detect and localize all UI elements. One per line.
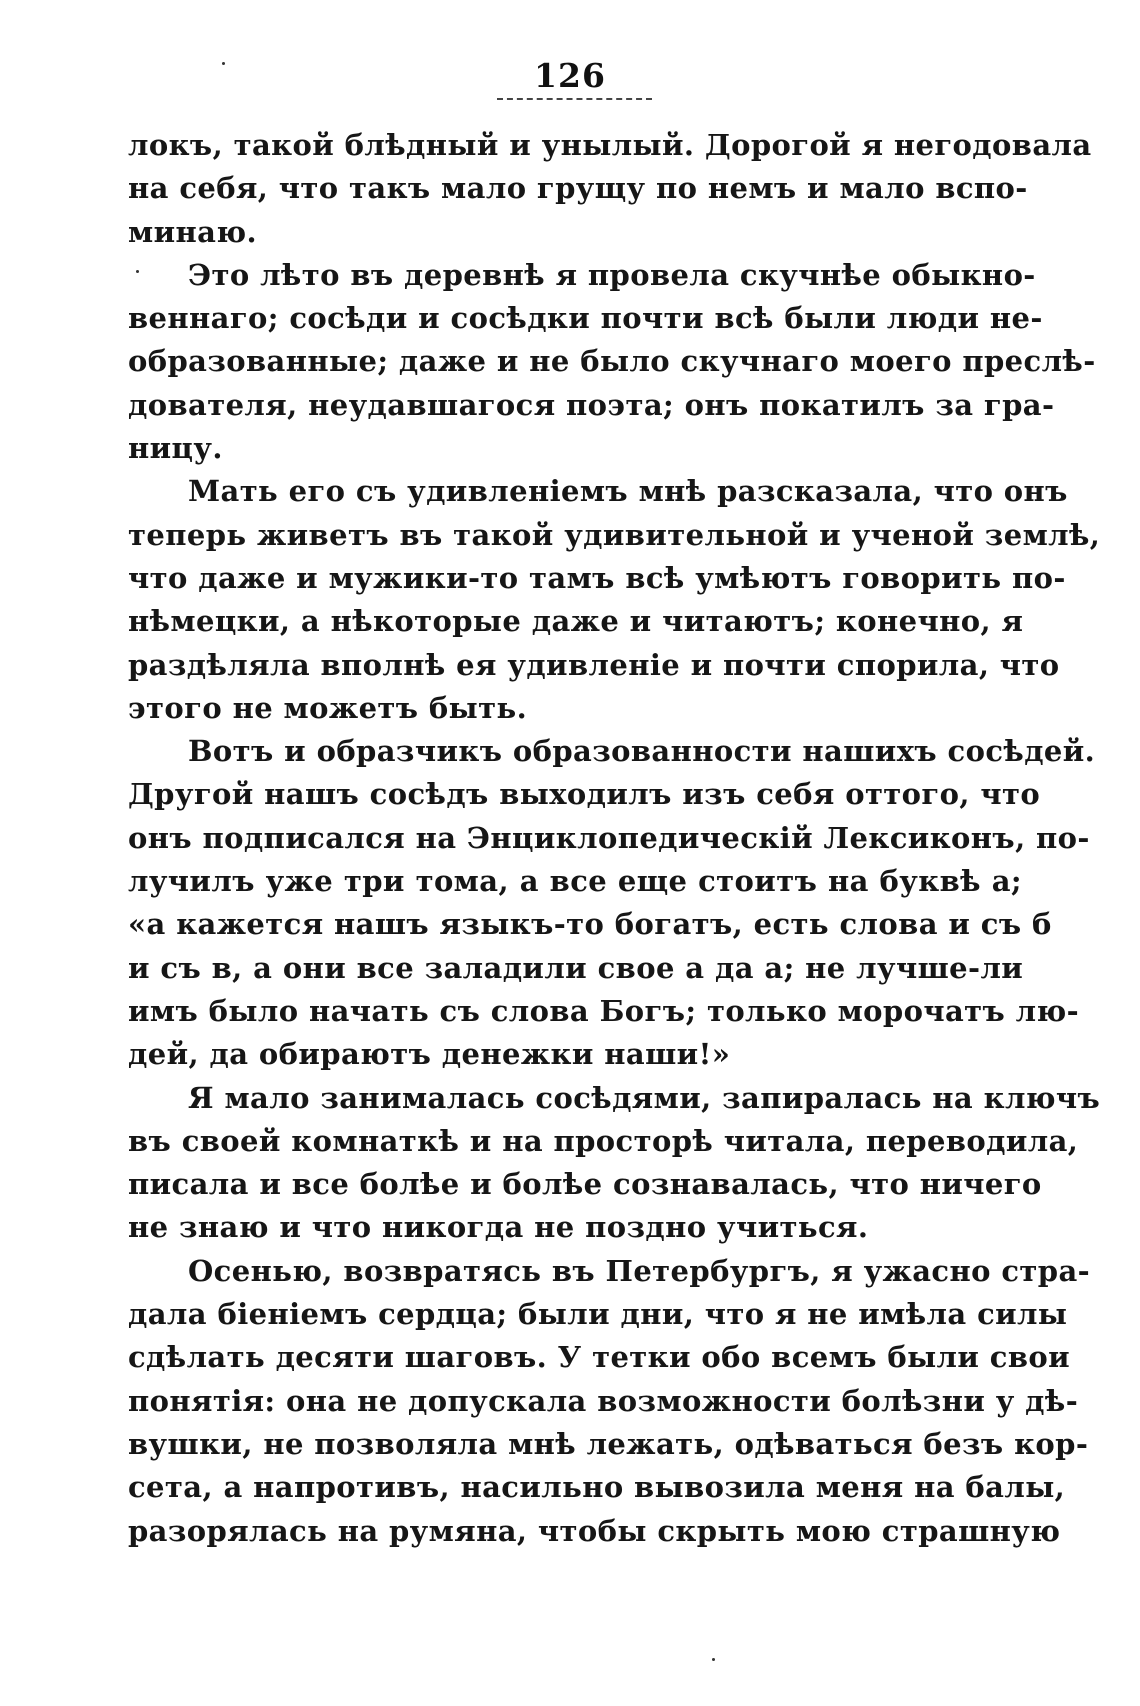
text-line: раздѣляла вполнѣ ея удивленіе и почти спорила, что <box>128 647 1060 682</box>
text-line: Это лѣто въ деревнѣ я провела скучнѣе обыкно- <box>188 257 1036 292</box>
text-line: онъ подписался на Энциклопедическій Лексиконъ, по- <box>128 820 1090 855</box>
text-line: образованные; даже и не было скучнаго моего преслѣ- <box>128 344 1096 379</box>
text-line: сета, а напротивъ, насильно вывозила меня на балы, <box>128 1470 1066 1505</box>
text-line: понятія: она не допускала возможности болѣзни у дѣ- <box>128 1383 1079 1418</box>
text-line: что даже и мужики-то тамъ всѣ умѣютъ говорить по- <box>128 560 1066 595</box>
text-line: минаю. <box>128 214 257 249</box>
page-number: 126 <box>534 56 606 95</box>
text-line: писала и все болѣе и болѣе сознавалась, что ничего <box>128 1167 1042 1202</box>
text-line: Мать его съ удивленіемъ мнѣ разсказала, что онъ <box>188 474 1068 509</box>
text-line: Осенью, возвратясь въ Петербургъ, я ужасно стра- <box>188 1253 1091 1288</box>
text-line: разорялась на румяна, чтобы скрыть мою страшную <box>128 1513 1061 1548</box>
text-line: веннаго; сосѣди и сосѣдки почти всѣ были люди не- <box>128 301 1043 336</box>
text-line: нѣмецки, а нѣкоторые даже и читаютъ; конечно, я <box>128 604 1024 639</box>
text-line: ницу. <box>128 431 223 466</box>
text-line: и съ в, а они все заладили свое а да а; не лучше-ли <box>128 950 1024 985</box>
text-line: Другой нашъ сосѣдъ выходилъ изъ себя оттого, что <box>128 777 1041 812</box>
text-line: на себя, что такъ мало грущу по немъ и мало вспо- <box>128 171 1028 206</box>
text-line: Вотъ и образчикъ образованности нашихъ сосѣдей. <box>188 734 1096 769</box>
text-line: вушки, не позволяла мнѣ лежать, одѣваться безъ кор- <box>128 1426 1089 1461</box>
text-line: теперь живетъ въ такой удивительной и ученой землѣ, <box>128 517 1101 552</box>
body-text <box>128 124 1101 1553</box>
text-line: дала біеніемъ сердца; были дни, что я не имѣла силы <box>128 1297 1068 1332</box>
text-line: локъ, такой блѣдный и унылый. Дорогой я негодовала <box>128 128 1092 162</box>
text-line: дей, да обираютъ денежки наши!» <box>128 1037 731 1072</box>
text-line: сдѣлать десяти шаговъ. У тетки обо всемъ были свои <box>128 1340 1071 1375</box>
text-line: лучилъ уже три тома, а все еще стоитъ на буквѣ а; <box>128 864 1022 899</box>
text-line: въ своей комнаткѣ и на просторѣ читала, переводила, <box>128 1123 1079 1158</box>
text-line: не знаю и что никогда не поздно учиться. <box>128 1210 869 1245</box>
scan-speck <box>712 1658 715 1661</box>
text-line: этого не можетъ быть. <box>128 690 528 725</box>
text-line: дователя, неудавшагося поэта; онъ покатилъ за гра- <box>128 387 1055 422</box>
text-line: Я мало занималась сосѣдями, запиралась на ключъ <box>188 1080 1101 1115</box>
header-rule <box>497 98 652 100</box>
text-line: «а кажется нашъ языкъ-то богатъ, есть слова и съ б <box>128 907 1052 942</box>
scan-speck <box>222 62 225 65</box>
text-line: имъ было начать съ слова Богъ; только морочатъ лю- <box>128 993 1080 1028</box>
